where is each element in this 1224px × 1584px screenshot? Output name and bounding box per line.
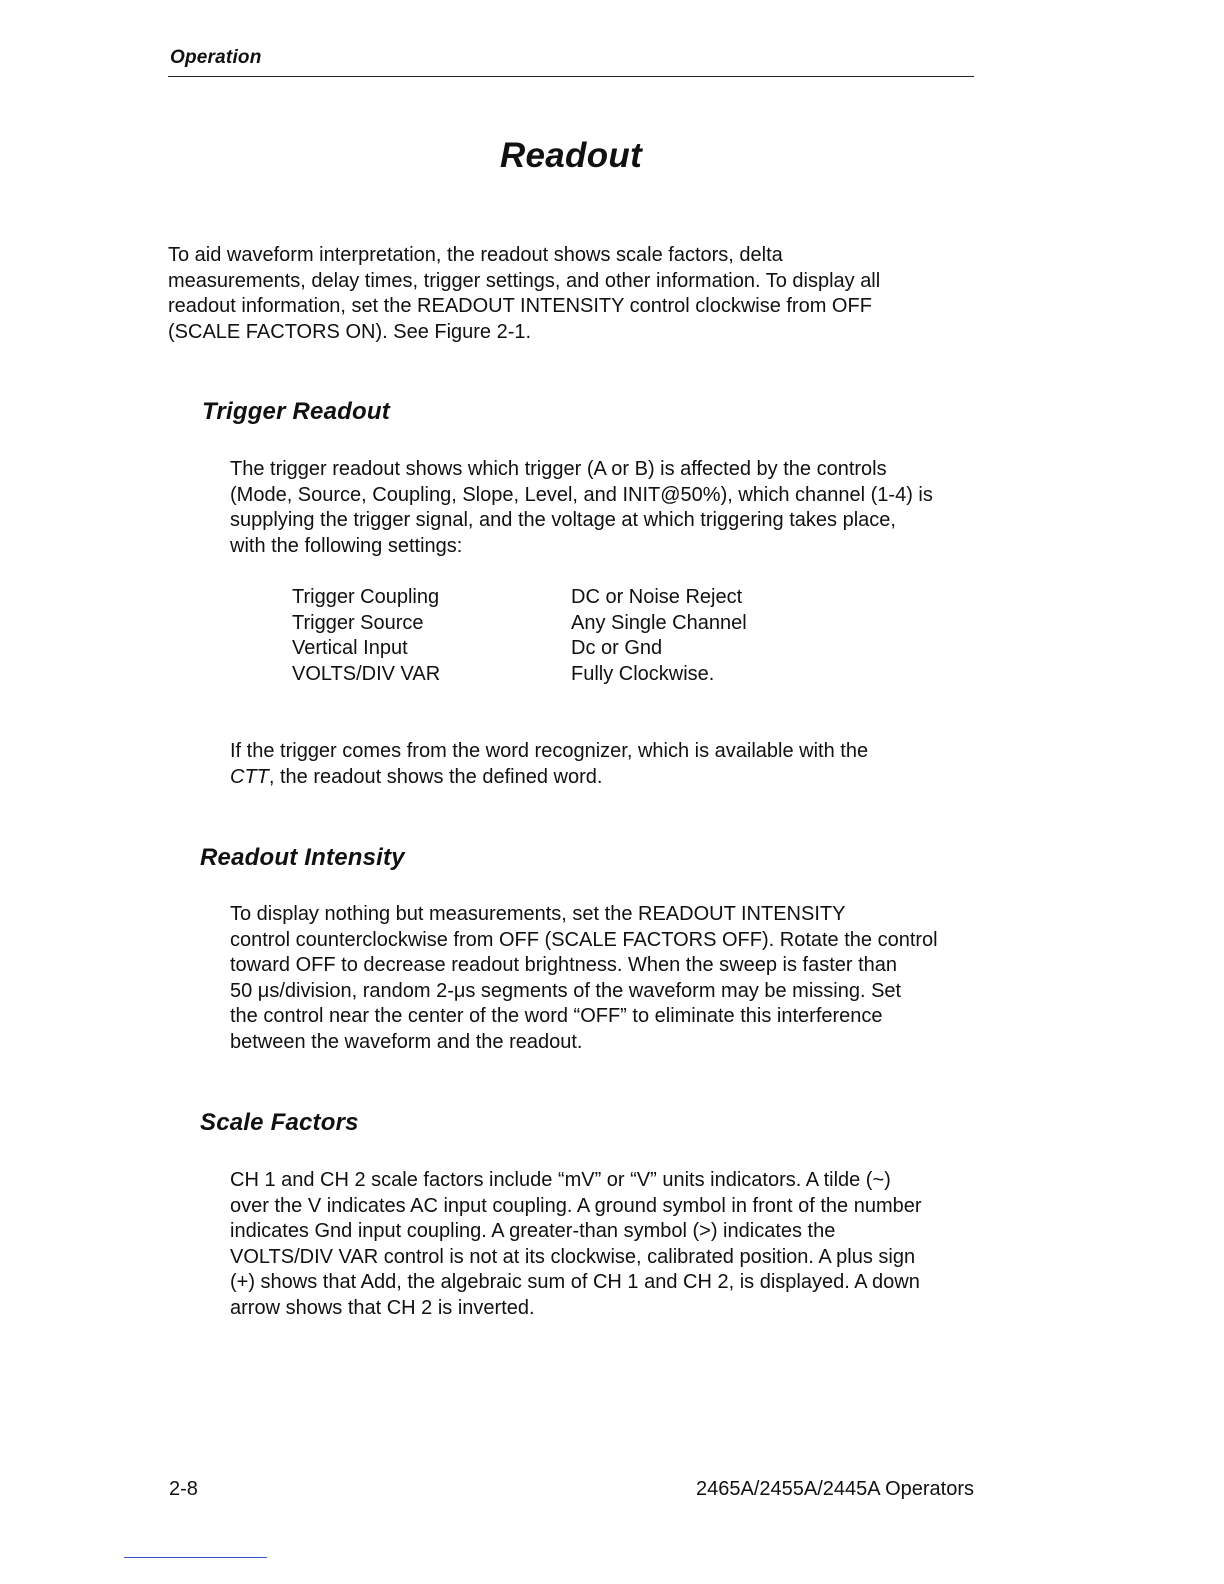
readout-intensity-line: To display nothing but measurements, set the READOUT INTENSITY xyxy=(230,903,846,925)
readout-intensity-line: between the waveform and the readout. xyxy=(230,1030,583,1053)
settings-row xyxy=(292,662,831,688)
word-recognizer-paragraph xyxy=(230,739,868,790)
trigger-readout-line: with the following settings: xyxy=(230,534,463,557)
trigger-readout-paragraph xyxy=(230,457,933,559)
settings-row xyxy=(292,585,831,611)
scale-factors-line: VOLTS/DIV VAR control is not at its clockwise, calibrated position. A plus sign xyxy=(230,1245,916,1268)
intro-paragraph xyxy=(168,243,880,345)
intro-line: measurements, delay times, trigger settings, and other information. To display all xyxy=(168,269,881,292)
intro-line: (SCALE FACTORS ON). See Figure 2-1. xyxy=(168,320,532,343)
page-number: 2-8 xyxy=(169,1478,198,1500)
setting-label: Trigger Source xyxy=(292,611,424,634)
readout-intensity-heading: Readout Intensity xyxy=(200,844,405,871)
setting-label: VOLTS/DIV VAR xyxy=(292,662,441,685)
setting-value: Fully Clockwise. xyxy=(571,662,715,685)
trigger-readout-line: (Mode, Source, Coupling, Slope, Level, and INIT@50%), which channel (1-4) is xyxy=(230,483,933,506)
running-head: Operation xyxy=(170,47,262,68)
scale-factors-line: over the V indicates AC input coupling. A ground symbol in front of the number xyxy=(230,1194,922,1217)
scale-factors-line: arrow shows that CH 2 is inverted. xyxy=(230,1296,535,1319)
readout-intensity-paragraph xyxy=(230,902,938,1056)
manual-title: 2465A/2455A/2445A Operators xyxy=(696,1478,974,1500)
readout-intensity-line: control counterclockwise from OFF (SCALE FACTORS OFF). Rotate the control xyxy=(230,928,938,951)
trigger-readout-heading: Trigger Readout xyxy=(202,398,390,425)
word-recognizer-line xyxy=(230,765,868,791)
scale-factors-line: (+) shows that Add, the algebraic sum of CH 1 and CH 2, is displayed. A down xyxy=(230,1271,920,1294)
page-title: Readout xyxy=(499,136,643,175)
scale-factors-heading: Scale Factors xyxy=(200,1109,359,1136)
scale-factors-line: indicates Gnd input coupling. A greater-than symbol (>) indicates the xyxy=(230,1220,836,1243)
intro-line: To aid waveform interpretation, the readout shows scale factors, delta xyxy=(168,244,783,266)
scale-factors-line: CH 1 and CH 2 scale factors include “mV” or “V” units indicators. A tilde (~) xyxy=(230,1169,891,1191)
settings-row xyxy=(292,636,831,662)
setting-label: Trigger Coupling xyxy=(292,586,440,608)
scale-factors-paragraph xyxy=(230,1168,922,1322)
intro-line: readout information, set the READOUT INTENSITY control clockwise from OFF xyxy=(168,295,872,318)
readout-intensity-line: toward OFF to decrease readout brightness. When the sweep is faster than xyxy=(230,954,898,977)
setting-value: Any Single Channel xyxy=(571,611,747,634)
setting-label: Vertical Input xyxy=(292,637,408,660)
header-rule xyxy=(168,76,974,77)
readout-intensity-line: 50 μs/division, random 2-μs segments of the waveform may be missing. Set xyxy=(230,979,902,1002)
trigger-settings-table xyxy=(292,585,831,687)
trigger-readout-line: The trigger readout shows which trigger (A or B) is affected by the controls xyxy=(230,458,887,480)
readout-intensity-line: the control near the center of the word “OFF” to eliminate this interference xyxy=(230,1005,883,1028)
settings-row xyxy=(292,611,831,637)
word-recognizer-rest: , the readout shows the defined word. xyxy=(268,765,603,788)
setting-value: Dc or Gnd xyxy=(571,637,663,660)
bottom-edge-mark xyxy=(124,1557,267,1558)
trigger-readout-line: supplying the trigger signal, and the voltage at which triggering takes place, xyxy=(230,509,896,532)
setting-value: DC or Noise Reject xyxy=(571,586,743,608)
word-recognizer-line: If the trigger comes from the word recognizer, which is available with the xyxy=(230,740,869,762)
ctt-term: CTT xyxy=(230,765,269,788)
